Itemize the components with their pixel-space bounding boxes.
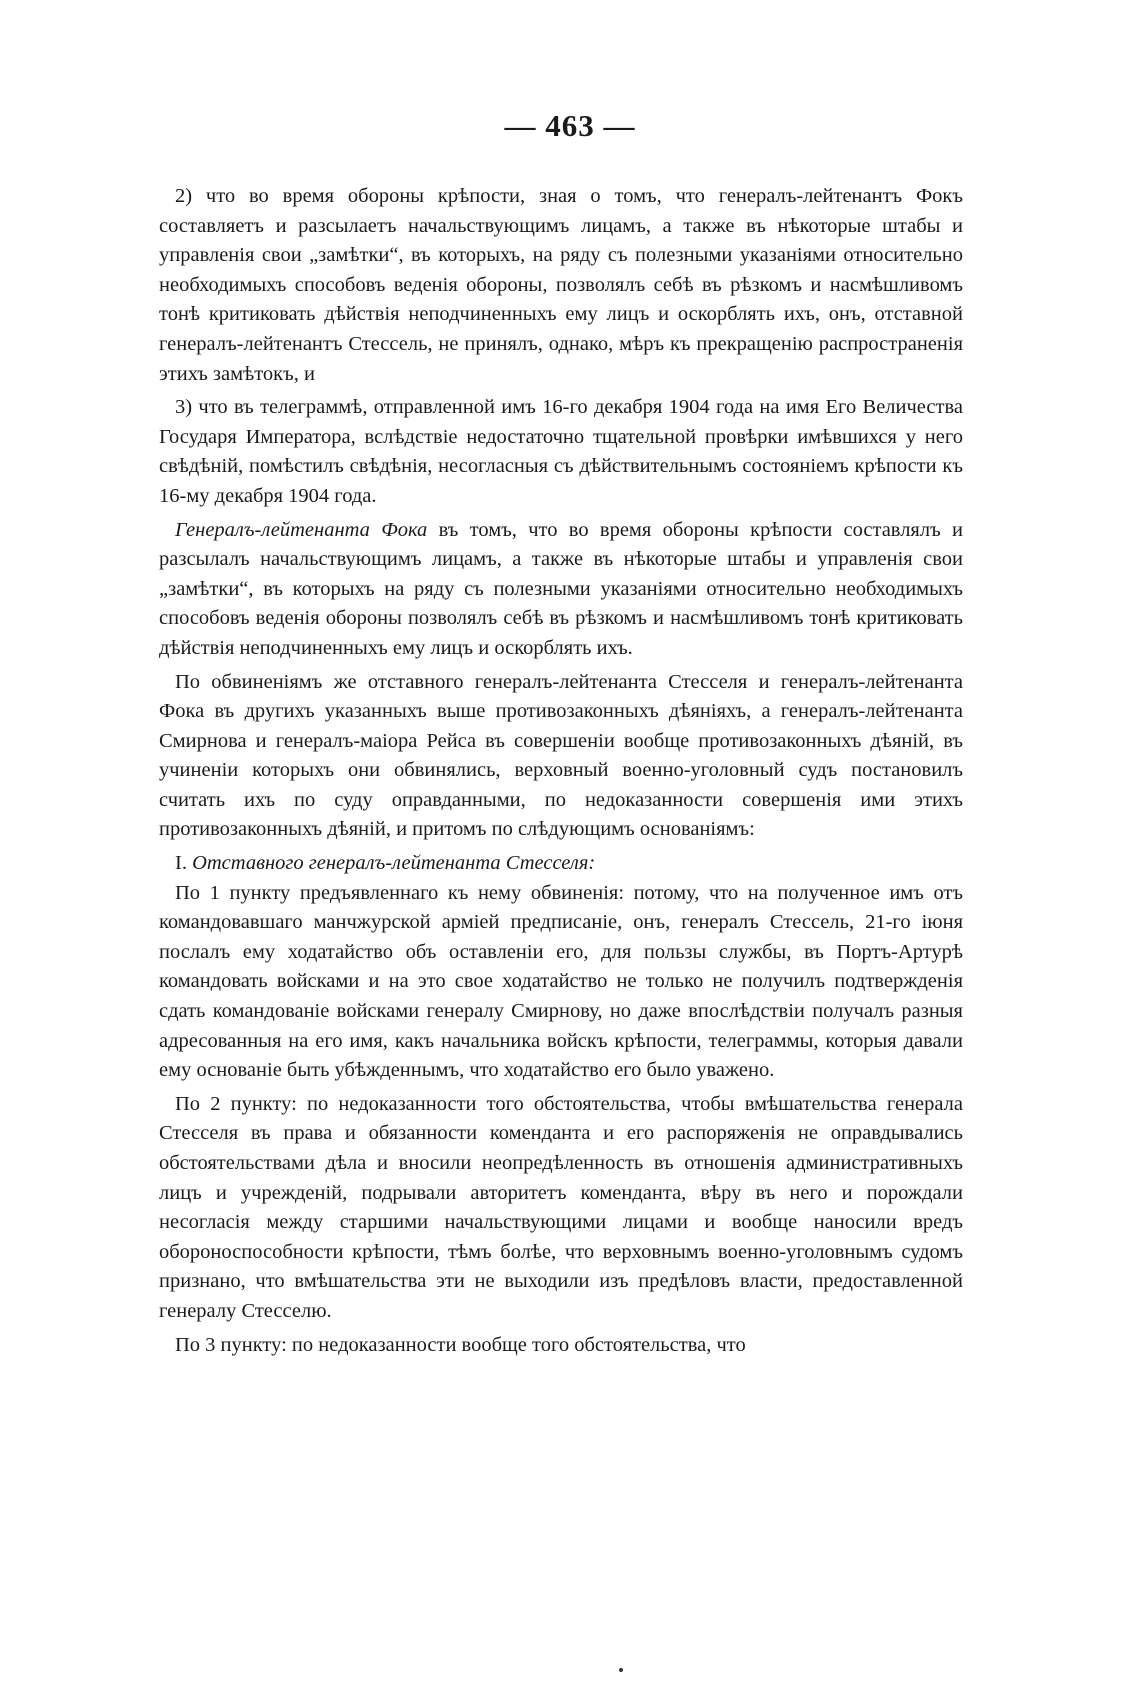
paragraph-item-2: 2) что во время обороны крѣпости, зная о томъ, что генералъ-лейтенантъ Фокъ составляетъ и разсылаетъ начальствующимъ лицамъ, а также въ нѣкоторые штабы и управленія свои „замѣтки“, въ которыхъ, на ряду съ полезными указаніями относительно необходимыхъ способовъ веденія обороны, позволялъ себѣ въ рѣзкомъ и насмѣшливомъ тонѣ критиковать дѣйствія неподчиненныхъ ему лицъ и оскорблять ихъ, онъ, отставной генералъ-лейтенантъ Стессель, не принялъ, однако, мѣръ къ прекращенію распространенія этихъ замѣтокъ, и xyxy=(159,185,963,385)
page-number: — 463 — xyxy=(504,108,636,143)
section-heading-stessel xyxy=(159,849,963,879)
paragraph-item-3: 3) что въ телеграммѣ, отправленной имъ 16-го декабря 1904 года на имя Его Величества Государя Императора, вслѣдствіе недостаточно тщательной провѣрки имѣвшихся у него свѣдѣній, помѣстилъ свѣдѣнія, несогласныя съ дѣйствительнымъ состояніемъ крѣпости къ 16-му декабря 1904 года. xyxy=(159,396,963,507)
paragraph-fok-charge xyxy=(159,516,963,664)
body-text xyxy=(159,182,963,1364)
defendant-name-fok: Генералъ-лейтенанта Фока xyxy=(175,518,428,541)
section-number: I. xyxy=(175,852,193,875)
paragraph-point-1: По 1 пункту предъявленнаго къ нему обвиненія: потому, что на полученное имъ отъ командовавшаго манчжурской арміей предписаніе, онъ, генералъ Стессель, 21-го іюня послалъ ему ходатайство объ оставленіи его, для пользы службы, въ Портъ-Артурѣ командовать войсками и на это свое ходатайство не только не получилъ подтвержденія сдать командованіе войсками генералу Смирнову, но даже впослѣдствіи получалъ разныя адресованныя на его имя, какъ начальника войскъ крѣпости, телеграммы, которыя давали ему основаніе быть убѣжденнымъ, что ходатайство его было уважено. xyxy=(159,881,963,1082)
print-speck xyxy=(619,1668,623,1672)
paragraph-point-3: По 3 пункту: по недоказанности вообще того обстоятельства, что xyxy=(175,1333,746,1356)
paragraph-point-2: По 2 пункту: по недоказанности того обстоятельства, чтобы вмѣшательства генерала Стесселя въ права и обязанности коменданта и его распоряженія не оправдывались обстоятельствами дѣла и вносили неопредѣленность въ отношенія административныхъ лицъ и учрежденій, подрывали авторитетъ коменданта, вѣру въ него и порождали несогласія между старшими начальствующими лицами и вообще наносили вредъ обороноспособности крѣпости, тѣмъ болѣе, что верховнымъ военно-уголовнымъ судомъ признано, что вмѣшательства эти не выходили изъ предѣловъ власти, предоставленной генералу Стесселю. xyxy=(159,1092,963,1322)
paragraph-acquittal: По обвиненіямъ же отставного генералъ-лейтенанта Стесселя и генералъ-лейтенанта Фока въ другихъ указанныхъ выше противозаконныхъ дѣяніяхъ, а генералъ-лейтенанта Смирнова и генералъ-маіора Рейса въ совершеніи вообще противозаконныхъ дѣяній, въ учиненіи которыхъ они обвинялись, верховный военно-уголовный судъ постановилъ считать ихъ по суду оправданными, по недоказанности совершенія ими этихъ противозаконныхъ дѣяній, и притомъ по слѣдующимъ основаніямъ: xyxy=(159,670,963,841)
fok-charge-text: въ томъ, что во время обороны крѣпости составлялъ и разсылалъ начальствующимъ лицамъ, а также въ нѣкоторые штабы и управленія свои „замѣтки“, въ которыхъ на ряду съ полезными указаніями относительно необходимыхъ способовъ веденія обороны позволялъ себѣ въ рѣзкомъ и насмѣшливомъ тонѣ критиковать дѣйствія неподчиненныхъ ему лицъ и оскорблять ихъ. xyxy=(159,518,963,659)
section-title: Отставного генералъ-лейтенанта Стесселя: xyxy=(192,852,596,875)
